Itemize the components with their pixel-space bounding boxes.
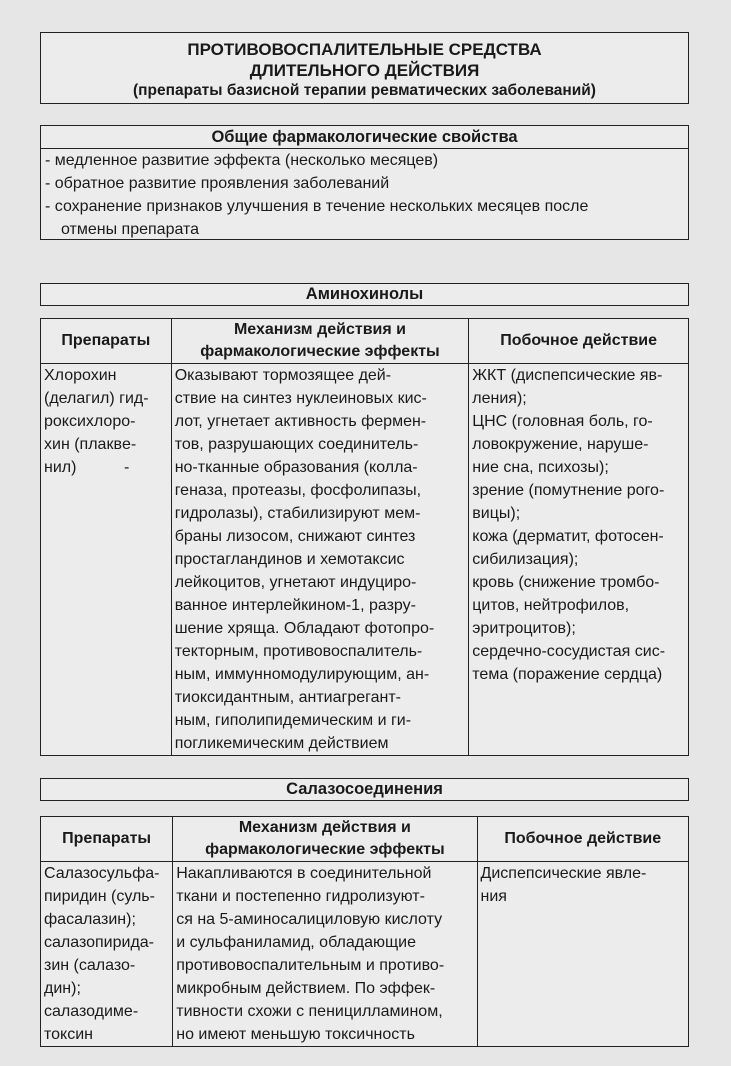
title-box xyxy=(40,32,689,104)
mechanism-line: ткани и постепенно гидролизуют- xyxy=(176,888,425,905)
col-mechanism-header-line: фармакологические эффекты xyxy=(205,841,445,858)
col-drugs-header: Препараты xyxy=(41,319,172,364)
col-mechanism-header-line: Механизм действия и xyxy=(233,321,406,338)
side-effect-line: сердечно-сосудистая сис- xyxy=(472,643,666,660)
mechanism-line: ся на 5-аминосалициловую кислоту xyxy=(176,911,443,928)
drug-line: токсин xyxy=(44,1026,93,1043)
side-effect-line: цитов, нейтрофилов, xyxy=(472,597,630,614)
side-effects-cell xyxy=(469,364,689,756)
mechanism-line: микробным действием. По эффек- xyxy=(176,980,436,997)
side-effect-line: ния xyxy=(480,888,507,905)
page-subtitle: (препараты базисной терапии ревматических заболеваний) xyxy=(133,82,596,99)
mechanism-line: шение хряща. Обладают фотопро- xyxy=(174,620,435,637)
table-row xyxy=(41,862,689,1047)
page-title-line-1: ПРОТИВОВОСПАЛИТЕЛЬНЫЕ СРЕДСТВА xyxy=(187,40,542,59)
mechanism-line: лейкоцитов, угнетают индуциро- xyxy=(174,574,417,591)
mechanism-line: тивности схожи с пеницилламином, xyxy=(176,1003,443,1020)
drug-line: пиридин (суль- xyxy=(44,888,155,905)
drug-line: Хлорохин xyxy=(44,367,117,384)
property-item: - медленное развитие эффекта (несколько месяцев) xyxy=(45,152,439,169)
salazo-heading: Салазосоединения xyxy=(40,778,689,801)
mechanism-line: ным, иммунномодулирующим, ан- xyxy=(174,666,430,683)
mechanism-line: лот, угнетает активность фермен- xyxy=(174,413,427,430)
drug-line: салазопирида- xyxy=(44,934,155,951)
mechanism-cell xyxy=(171,364,469,756)
side-effect-line: кровь (снижение тромбо- xyxy=(472,574,660,591)
drug-line: зин (салазо- xyxy=(44,957,136,974)
mechanism-line: но имеют меньшую токсичность xyxy=(176,1026,415,1043)
mechanism-line: тиоксидантным, антиагрегант- xyxy=(174,689,401,706)
table-row xyxy=(41,364,689,756)
mechanism-line: Накапливаются в соединительной xyxy=(176,865,432,882)
dash-mark: - xyxy=(124,459,130,476)
drug-line: хин (плаквe- xyxy=(44,436,137,453)
mechanism-line: гидролазы), стабилизируют мем- xyxy=(174,505,421,522)
side-effect-line: эритроцитов); xyxy=(472,620,576,637)
col-side-effects-header: Побочное действие xyxy=(469,319,689,364)
mechanism-line: браны лизосом, снижают синтез xyxy=(174,528,416,545)
mechanism-line: геназа, протеазы, фосфолипазы, xyxy=(174,482,422,499)
property-item: - обратное развитие проявления заболеваний xyxy=(45,175,390,192)
mechanism-line: ванное интерлейкином-1, разру- xyxy=(174,597,416,614)
mechanism-cell xyxy=(173,862,477,1047)
drug-line: салазодиме- xyxy=(44,1003,139,1020)
mechanism-line: противовоспалительным и противо- xyxy=(176,957,445,974)
side-effect-line: ловокружение, наруше- xyxy=(472,436,649,453)
col-mechanism-header-line: Механизм действия и xyxy=(238,819,411,836)
col-mechanism-header xyxy=(173,817,477,862)
mechanism-line: Оказывают тормозящее дей- xyxy=(174,367,392,384)
drugs-cell xyxy=(41,364,172,756)
mechanism-line: текторным, противовоспалитель- xyxy=(174,643,423,660)
mechanism-line: и сульфаниламид, обладающие xyxy=(176,934,416,951)
side-effect-line: кожа (дерматит, фотосен- xyxy=(472,528,664,545)
drug-line: роксихлоро- xyxy=(44,413,136,430)
mechanism-line: ствие на синтез нуклеиновых кис- xyxy=(174,390,427,407)
mechanism-line: но-тканные образования (колла- xyxy=(174,459,418,476)
drug-line: (делагил) гид- xyxy=(44,390,149,407)
side-effect-line: сибилизация); xyxy=(472,551,579,568)
drug-line: нил) xyxy=(44,459,77,476)
general-properties-list xyxy=(41,149,688,241)
drug-line: дин); xyxy=(44,980,81,997)
drug-line: фасалазин); xyxy=(44,911,136,928)
table-header-row xyxy=(41,817,689,862)
drugs-cell xyxy=(41,862,173,1047)
property-item: отмены препарата xyxy=(61,221,200,238)
salazo-table xyxy=(40,816,689,1047)
col-mechanism-header-line: фармакологические эффекты xyxy=(200,343,440,360)
col-drugs-header: Препараты xyxy=(41,817,173,862)
property-item: - сохранение признаков улучшения в течение нескольких месяцев после xyxy=(45,198,589,215)
side-effects-cell xyxy=(477,862,689,1047)
side-effect-line: ЖКТ (диспепсические яв- xyxy=(472,367,663,384)
page-title-line-2: ДЛИТЕЛЬНОГО ДЕЙСТВИЯ xyxy=(249,61,480,80)
general-properties-title: Общие фармакологические свойства xyxy=(41,126,688,149)
side-effect-line: зрение (помутнение рого- xyxy=(472,482,665,499)
side-effect-line: ЦНС (головная боль, го- xyxy=(472,413,653,430)
side-effect-line: ние сна, психозы); xyxy=(472,459,609,476)
drug-line: Салазосульфа- xyxy=(44,865,160,882)
table-header-row xyxy=(41,319,689,364)
col-mechanism-header xyxy=(171,319,469,364)
mechanism-line: погликемическим действием xyxy=(174,735,389,752)
general-properties-box xyxy=(40,125,689,240)
side-effect-line: Диспепсические явле- xyxy=(480,865,647,882)
side-effect-line: вицы); xyxy=(472,505,521,522)
aminoquinolines-heading: Аминохинолы xyxy=(40,283,689,306)
side-effect-line: тема (поражение сердца) xyxy=(472,666,663,683)
aminoquinolines-table xyxy=(40,318,689,756)
side-effect-line: ления); xyxy=(472,390,527,407)
mechanism-line: простагландинов и хемотаксис xyxy=(174,551,405,568)
col-side-effects-header: Побочное действие xyxy=(477,817,689,862)
mechanism-line: ным, гиполипидемическим и ги- xyxy=(174,712,412,729)
mechanism-line: тов, разрушающих соединитель- xyxy=(174,436,419,453)
